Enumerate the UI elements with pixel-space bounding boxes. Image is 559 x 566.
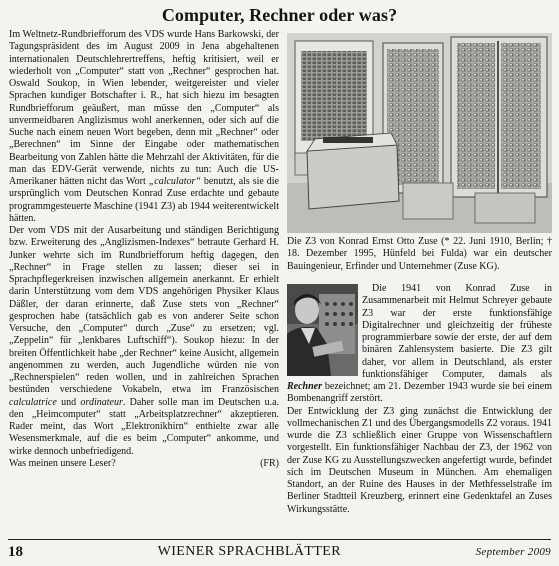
left-p2-text-a: Der vom VDS mit der Ausarbeitung und ständigen Berichtigung bzw. Erweiterung des „Anglizismen-Indexes“ betraute Gerhard H. Junker wehrte sich im Rundbriefforum heftig dagegen, den „Rechner“ in Frage stellen zu lassen; dieser sei in Sprachpflegerkreisen inzwischen allgemein anerkannt. Er erhielt darin Unterstützung vom dem VDS angehörigen Physiker Klaus Däßler, der daran erinnerte, daß Zuse stets von „Rechner“ gesprochen habe (tatsächlich gab es von anderer Seite schon Versuche, den „Computer“ durch „Zuse“ zu ersetzen; vgl. „Zeppelin“ für „lenkbares Luftschiff“). Soukop hiezu: In der breiten Öffentlichkeit habe „der Rechner“ keine Ausicht, allgemein angenommen zu werden, auch Jugendliche würden nie von „Rechnerspielen“ reden wollen, und in zahlreichen Sprachen bestünden verschiedene Vokabeln, etwa im Französischen xyxy=(9,225,279,396)
z3-photo xyxy=(287,33,552,233)
footer-rule xyxy=(8,539,551,540)
left-paragraph-2 xyxy=(9,225,279,458)
right-p1-bold: Rechner xyxy=(287,381,322,392)
article-title: Computer, Rechner oder was? xyxy=(161,5,398,25)
left-p1-italic: „calculator“ xyxy=(148,176,201,187)
left-p2-italic-1: calculatrice xyxy=(9,396,57,408)
right-paragraph-2: Der Entwicklung der Z3 ging zunächst die Entwicklung der vollmechanischen Z1 und des Übergangsmodells Z2 voraus. 1941 wurde die Z3 schließlich einer Gruppe von Wissenschaftlern vorgestellt. Ein funktionsfähiger Nachbau der Z3, der 1962 von der Zuse KG zu Ausstellungszwecken angefertigt wurde, befindet sich im Deutschen Museum in München. Am ehemaligen Standort, an der Ruine des Hauses in der Methfesselstraße im Berliner Stadtteil Kreuzberg, erinnert eine Gedenktafel an Zuses Wirkungsstätte. xyxy=(287,405,552,515)
right-p1-text-a: Die 1941 von Konrad Zuse in Zusammenarbeit mit Helmut Schreyer gebaute Z3 war der erste funktionsfähige Digitalrechner und gleichzeitig der früheste programmierbare sowie der erste, der auf dem binären Zahlensystem basierte. Die Z3 gilt daher, vor allem in Deutschland, als erster funktionsfähiger Computer, damals als xyxy=(362,283,552,380)
closing-question: Was meinen unsere Leser? xyxy=(9,457,116,469)
left-p2-text-b: . Daher solle man im Deutschen u.a. den „Heimcomputer“ statt „Arbeitsplatzrechner“ akzeptieren. Rader meint, das Wort „Elektronikhirn“ enthielte zwar alle Wesensmerkmale, auf die es beim „Computer“ ankomme, und wirke dennoch unbefriedigend. xyxy=(9,396,280,457)
portrait-float-space xyxy=(287,283,362,379)
left-p1-tail: benutzt, als sie die ursprünglich vom Deutschen Konrad Zuse erdachte und gebaute programmgesteuerte Maschine (1941 Z3) ab 1944 weiterentwickelt hätten. xyxy=(9,176,279,224)
right-p1-text-b: bezeichnet; am 21. Dezember 1943 wurde sie bei einem Bombenangriff zerstört. xyxy=(287,381,552,405)
page-number: 18 xyxy=(8,543,23,560)
issue-date: September 2009 xyxy=(475,546,551,558)
z3-photo-illustration xyxy=(287,33,552,233)
left-p2-italic-2: ordinateur xyxy=(80,396,123,408)
left-p2-mid: und xyxy=(56,396,81,408)
closing-line xyxy=(9,458,279,470)
left-paragraph-1 xyxy=(9,29,279,225)
author-initials: (FR) xyxy=(260,457,279,469)
left-column xyxy=(9,29,279,470)
page-footer xyxy=(8,542,551,562)
left-p1-text: Im Weltnetz-Rundbriefforum des VDS wurde Hans Barkowski, der Tagungspräsident des im August 2009 in Jena abgehaltenen internationalen Deutschlehrertreffens, heftig kritisiert, weil er wiederholt von „Computer“ statt von „Rechner“ gesprochen hat. Oswald Soukop, in Wien lebender, weitgereister und vieler Sprachen kundiger Botschafter i. R., hat sich hiezu im besagten Rundbriefforum geäußert, man müsse den „Computer“ als unvermeidbaren Anglizismus wohl anerkennen, oder sich auf die Suche nach einem neuen Wort begeben, denn mit „Rechner“ oder „Berechnen“ im Sinne der Eingabe oder mathematischen Bearbeitung von Zahlen hätte die Mehrzahl der Aktivitäten, für die man das EDV-Gerät verwende, nichts zu tun: Auch die US-Amerikaner hätten nicht das Wort xyxy=(9,29,279,187)
photo-caption: Die Z3 von Konrad Ernst Otto Zuse (* 22. Juni 1910, Berlin; † 18. Dezember 1995, Hünfeld bei Fulda) war ein deutscher Bauingenieur, Erfinder und Unternehmer (Zuse KG). xyxy=(287,236,552,272)
right-column xyxy=(287,283,552,516)
journal-name: WIENER SPRACHBLÄTTER xyxy=(157,544,341,559)
